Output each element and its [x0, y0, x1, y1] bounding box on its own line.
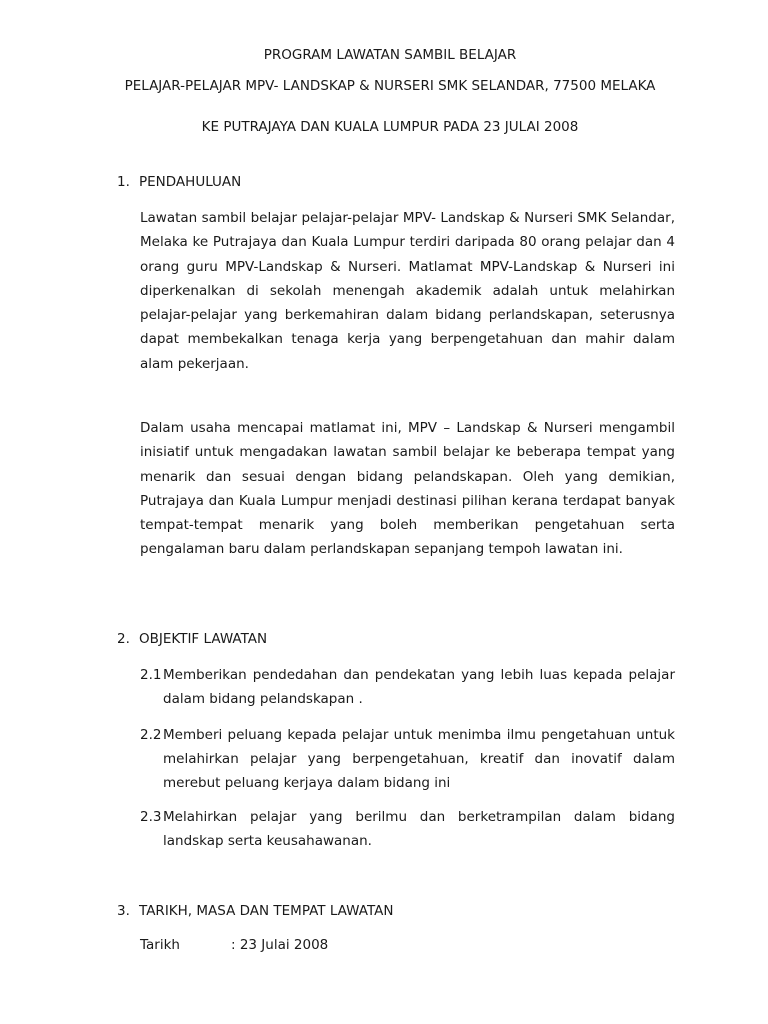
objective-number: 2.2 — [140, 727, 162, 743]
section-1-number: 1. — [117, 174, 130, 190]
date-label: Tarikh — [140, 937, 180, 953]
objective-number: 2.1 — [140, 667, 162, 683]
section-1-title: PENDAHULUAN — [139, 174, 242, 190]
section-3-heading — [117, 903, 393, 920]
section-1-paragraph-1: Lawatan sambil belajar pelajar-pelajar MPV- Landskap & Nurseri SMK Selandar, Melaka ke Putrajaya dan Kuala Lumpur terdiri daripada 80 orang pelajar dan 4 orang guru MPV-Landskap & Nurseri. Matlamat MPV-Landskap & Nurseri ini diperkenalkan di sekolah menengah akademik adalah untuk melahirkan pelajar-pelajar yang berkemahiran dalam bidang perlandskapan, seterusnya dapat membekalkan tenaga kerja yang berpengetahuan dan mahir dalam alam pekerjaan. — [140, 210, 675, 372]
section-1-paragraph-2: Dalam usaha mencapai matlamat ini, MPV – Landskap & Nurseri mengambil inisiatif untuk mengadakan lawatan sambil belajar ke beberapa tempat yang menarik dan sesuai dengan bidang pelandskapan. Oleh yang demikian, Putrajaya dan Kuala Lumpur menjadi destinasi pilihan kerana terdapat banyak tempat-tempat menarik yang boleh memberikan pengetahuan serta pengalaman baru dalam perlandskapan sepanjang tempoh lawatan ini. — [140, 420, 675, 558]
section-1-heading — [117, 174, 241, 191]
date-row — [140, 937, 328, 954]
objective-number: 2.3 — [140, 809, 162, 825]
section-2-title: OBJEKTIF LAWATAN — [139, 631, 268, 647]
objective-item — [140, 723, 675, 795]
objective-item — [140, 663, 675, 711]
objective-text: Memberikan pendedahan dan pendekatan yang lebih luas kepada pelajar dalam bidang pelandskapan . — [163, 667, 675, 707]
date-value: : 23 Julai 2008 — [231, 937, 329, 953]
section-2-number: 2. — [117, 631, 130, 647]
document-subtitle: PELAJAR-PELAJAR MPV- LANDSKAP & NURSERI SMK SELANDAR, 77500 MELAKA — [124, 78, 656, 94]
document-destination-line: KE PUTRAJAYA DAN KUALA LUMPUR PADA 23 JULAI 2008 — [201, 119, 579, 135]
section-3-number: 3. — [117, 903, 130, 919]
objective-text: Melahirkan pelajar yang berilmu dan berketrampilan dalam bidang landskap serta keusahawanan. — [163, 809, 675, 849]
objective-text: Memberi peluang kepada pelajar untuk menimba ilmu pengetahuan untuk melahirkan pelajar yang berpengetahuan, kreatif dan inovatif dalam merebut peluang kerjaya dalam bidang ini — [163, 727, 675, 791]
document-title: PROGRAM LAWATAN SAMBIL BELAJAR — [263, 47, 517, 63]
objective-item — [140, 805, 675, 853]
section-2-heading — [117, 631, 267, 648]
section-3-title: TARIKH, MASA DAN TEMPAT LAWATAN — [139, 903, 394, 919]
